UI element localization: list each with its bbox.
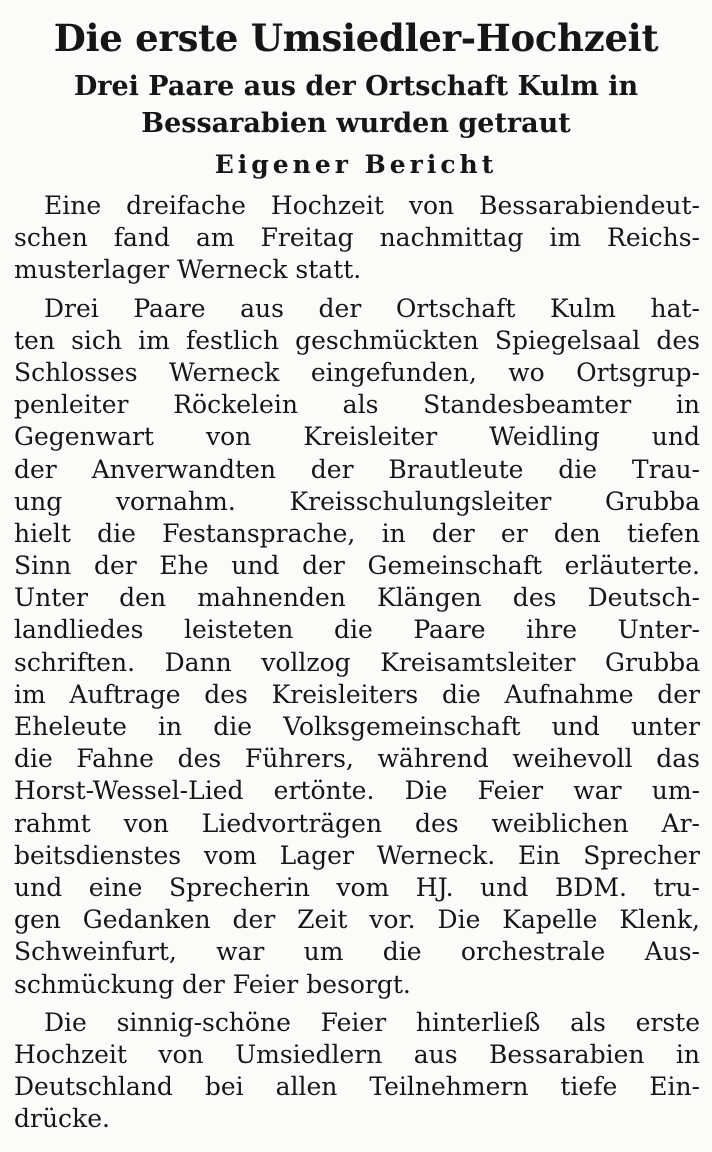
- body-line: Eheleute in die Volksgemeinschaft und unter: [14, 712, 700, 741]
- body-line: landliedes leisteten die Paare ihre Unter-: [14, 615, 700, 645]
- body-line: und eine Sprecherin vom HJ. und BDM. tru-: [14, 872, 700, 902]
- body-line: Eine dreifache Hochzeit von Bessarabiendeut-: [44, 191, 700, 220]
- body-line: rahmt von Liedvorträgen des weiblichen Ar-: [14, 808, 700, 838]
- body-line: ten sich im festlich geschmückten Spiegelsaal des: [14, 325, 700, 355]
- body-line: Drei Paare aus der Ortschaft Kulm hat-: [44, 293, 700, 323]
- body-line: schmückung der Feier besorgt.: [14, 969, 411, 999]
- body-line: beitsdienstes vom Lager Werneck. Ein Sprecher: [14, 840, 700, 870]
- article-subheadline-line-1: Drei Paare aus der Ortschaft Kulm in: [73, 71, 639, 102]
- body-line: die Fahne des Führers, während weihevoll das: [14, 744, 700, 774]
- body-line: im Auftrage des Kreisleiters die Aufnahme der: [14, 679, 700, 709]
- body-line: Horst-Wessel-Lied ertönte. Die Feier war um-: [14, 776, 700, 806]
- body-line: penleiter Röckelein als Standesbeamter in: [14, 390, 700, 420]
- article-byline: Eigener Bericht: [214, 150, 498, 179]
- body-line: Die sinnig-schöne Feier hinterließ als erste: [44, 1007, 700, 1037]
- body-line: Schweinfurt, war um die orchestrale Aus-: [14, 937, 700, 967]
- body-line: Schlosses Werneck eingefunden, wo Ortsgrup-: [14, 357, 700, 387]
- body-line: musterlager Werneck statt.: [14, 255, 362, 285]
- body-line: Sinn der Ehe und der Gemeinschaft erläuterte.: [14, 551, 700, 581]
- body-line: hielt die Festansprache, in der er den tiefen: [14, 518, 700, 548]
- body-line: der Anverwandten der Brautleute die Trau-: [14, 454, 700, 484]
- article-subheadline-line-2: Bessarabien wurden getraut: [141, 108, 571, 139]
- article-headline: Die erste Umsiedler-Hochzeit: [53, 16, 659, 60]
- body-line: gen Gedanken der Zeit vor. Die Kapelle Klenk,: [14, 905, 700, 935]
- body-line: schriften. Dann vollzog Kreisamtsleiter Grubba: [14, 647, 700, 677]
- body-line: drücke.: [14, 1104, 110, 1134]
- body-line: Unter den mahnenden Klängen des Deutsch-: [14, 583, 700, 613]
- body-line: ung vornahm. Kreisschulungsleiter Grubba: [14, 486, 700, 516]
- body-line: schen fand am Freitag nachmittag im Reichs-: [14, 223, 700, 253]
- body-line: Hochzeit von Umsiedlern aus Bessarabien in: [14, 1039, 700, 1069]
- article-body: [14, 190, 700, 1135]
- body-line: Gegenwart von Kreisleiter Weidling und: [14, 422, 700, 452]
- body-line: Deutschland bei allen Teilnehmern tiefe Ein-: [14, 1072, 700, 1102]
